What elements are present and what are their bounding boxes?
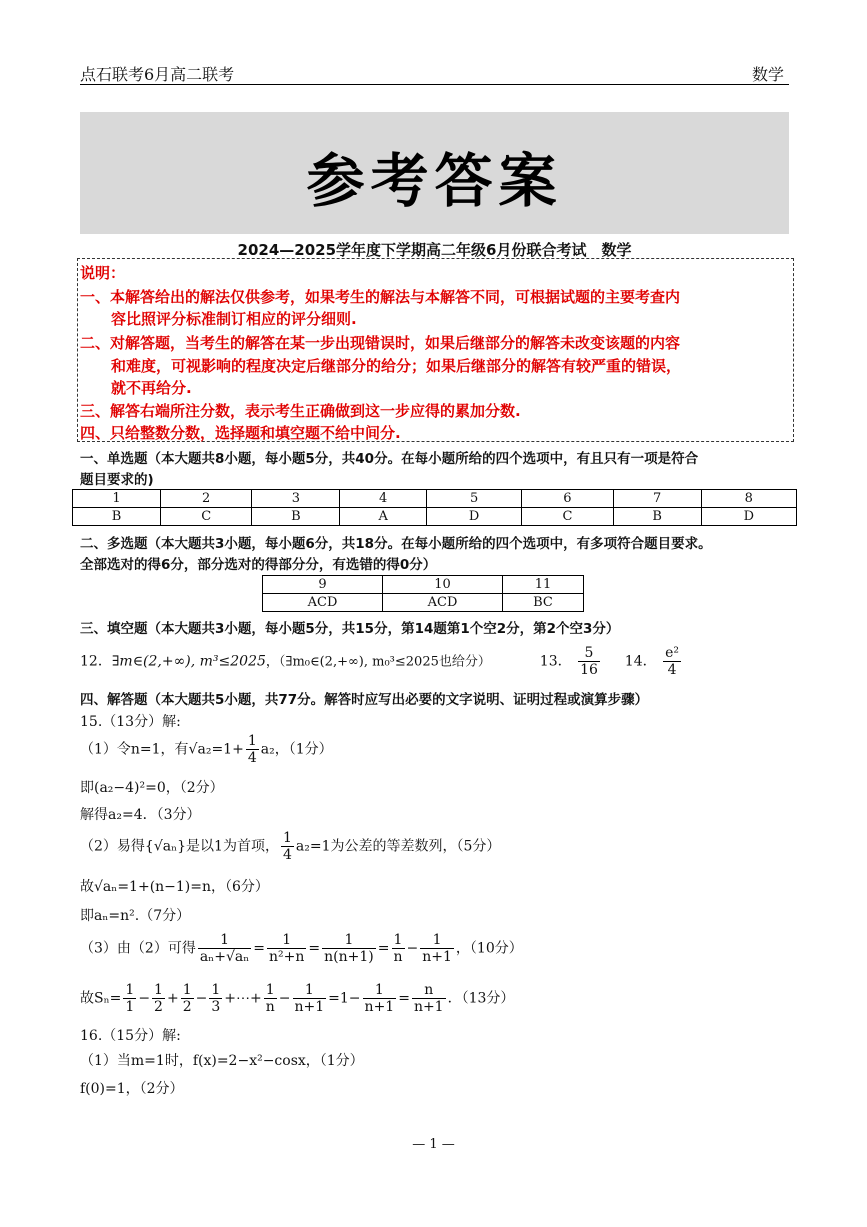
q15-step1-fraction bbox=[246, 733, 259, 766]
q14-denominator: 4 bbox=[667, 662, 677, 679]
q12-note: ，（∃m₀∈(2,+∞), m₀³≤2025也给分） bbox=[265, 654, 491, 670]
fraction-numerator: 1 bbox=[247, 733, 257, 749]
q15-step7 bbox=[80, 932, 523, 965]
q13-numerator: 5 bbox=[578, 645, 600, 662]
fraction-numerator: 1 bbox=[267, 932, 306, 949]
answer-cell: D bbox=[426, 508, 521, 526]
question-number: 7 bbox=[613, 490, 701, 508]
equals-sign: = bbox=[253, 940, 266, 957]
fraction-denominator: n bbox=[393, 949, 403, 966]
table-row bbox=[263, 594, 584, 612]
answer-cell: A bbox=[340, 508, 427, 526]
q16-step2: f(0)=1，（2分） bbox=[80, 1081, 184, 1097]
fraction-numerator: 1 bbox=[322, 932, 376, 949]
answer-cell: BC bbox=[503, 594, 584, 612]
q14-label: 14． bbox=[624, 653, 657, 670]
q15-step3: 解得a₂=4．（3分） bbox=[80, 807, 201, 823]
q15-step4 bbox=[80, 830, 500, 863]
section1-heading-cont: 题目要求的) bbox=[80, 472, 154, 488]
fraction-denominator: n(n+1) bbox=[324, 949, 374, 966]
q15-step2: 即(a₂−4)²=0，（2分） bbox=[80, 780, 224, 796]
q15-step8: 故Sₙ= $\frac{1}{1}$ − $\frac{1}{2}$ + $\frac{1}{2}$ − $\frac{1}{3}$ +⋯+ $\frac{1}{n}$ − $\frac{1}{n+1}$ =1− $\frac{1}{n+1}$ = $\frac{n}{n+1}$ ．（13分） bbox=[80, 982, 515, 1016]
header-left: 点石联考6月高二联考 bbox=[80, 65, 235, 84]
question-number: 6 bbox=[522, 490, 613, 508]
answer-cell: C bbox=[522, 508, 613, 526]
q15-step6: 即aₙ=n².（7分） bbox=[80, 908, 191, 924]
question-number: 11 bbox=[503, 576, 584, 594]
fraction-numerator: 1 bbox=[198, 932, 251, 949]
section3-heading: 三、填空题（本大题共3小题，每小题5分，共15分，第14题第1个空2分，第2个空3分） bbox=[80, 621, 620, 637]
note-line: 就不再给分. bbox=[111, 379, 192, 397]
section4-heading: 四、解答题（本大题共5小题，共77分。解答时应写出必要的文字说明、证明过程或演算步骤） bbox=[80, 692, 649, 708]
fraction-numerator: 1 bbox=[392, 932, 405, 949]
question-number: 2 bbox=[161, 490, 252, 508]
q15-step1-tail: a₂，（1分） bbox=[260, 741, 333, 758]
q15-step8-tail: ．（13分） bbox=[447, 990, 515, 1007]
question-number: 3 bbox=[252, 490, 340, 508]
q14-fraction bbox=[663, 645, 681, 678]
answer-cell: B bbox=[73, 508, 161, 526]
header-right: 数学 bbox=[752, 65, 785, 84]
q15-step4-fraction bbox=[281, 830, 294, 863]
answer-cell: ACD bbox=[383, 594, 503, 612]
q15-step1 bbox=[80, 733, 333, 766]
q15-title: 15.（13分）解: bbox=[80, 714, 181, 730]
minus-sign: − bbox=[406, 940, 419, 957]
q13-label: 13． bbox=[539, 653, 572, 670]
section2-heading: 二、多选题（本大题共3小题，每小题6分，共18分。在每小题所给的四个选项中，有多项符合题目要求。 bbox=[80, 536, 712, 552]
header-rule bbox=[80, 84, 789, 85]
note-line: 和难度，可视影响的程度决定后继部分的给分；如果后继部分的解答有较严重的错误， bbox=[111, 357, 682, 375]
q16-title: 16.（15分）解: bbox=[80, 1028, 181, 1044]
table-row bbox=[263, 576, 584, 594]
question-number: 10 bbox=[383, 576, 503, 594]
answer-cell: D bbox=[701, 508, 796, 526]
multi-choice-table bbox=[262, 575, 584, 612]
fraction-denominator: 4 bbox=[282, 847, 292, 864]
fraction bbox=[392, 932, 405, 965]
question-number: 1 bbox=[73, 490, 161, 508]
answer-cell: ACD bbox=[263, 594, 383, 612]
answer-cell: C bbox=[161, 508, 252, 526]
q15-step1-text: （1）令n=1，有√a₂=1+ bbox=[80, 741, 244, 758]
note-line: 一、本解答给出的解法仅供参考，如果考生的解法与本解答不同，可根据试题的主要考查内 bbox=[80, 288, 681, 306]
note-line: 容比照评分标准制订相应的评分细则. bbox=[111, 310, 357, 328]
fraction bbox=[267, 932, 306, 965]
fraction bbox=[420, 932, 454, 965]
note-line: 四、只给整数分数，选择题和填空题不给中间分. bbox=[80, 424, 401, 442]
note-line: 说明： bbox=[80, 264, 126, 282]
equals-sign: = bbox=[377, 940, 390, 957]
question-number: 8 bbox=[701, 490, 796, 508]
q15-step7-text: （3）由（2）可得 bbox=[80, 940, 196, 957]
fraction-denominator: aₙ+√aₙ bbox=[199, 949, 250, 966]
answer-cell: B bbox=[613, 508, 701, 526]
q15-step4-tail: a₂=1为公差的等差数列，（5分） bbox=[295, 838, 501, 855]
question-number: 4 bbox=[340, 490, 427, 508]
fraction-numerator: 1 bbox=[420, 932, 454, 949]
fraction-numerator: 1 bbox=[282, 830, 292, 846]
note-line: 三、解答右端所注分数，表示考生正确做到这一步应得的累加分数. bbox=[80, 402, 521, 420]
fraction bbox=[322, 932, 376, 965]
single-choice-table bbox=[72, 489, 797, 526]
q12-label: 12． bbox=[80, 653, 112, 670]
exam-title: 2024—2025学年度下学期高二年级6月份联合考试 数学 bbox=[237, 241, 632, 259]
q15-step8-text: 故Sₙ= bbox=[80, 990, 122, 1007]
fill-answers-line bbox=[80, 645, 683, 678]
q13-denominator: 16 bbox=[580, 662, 598, 679]
q14-numerator: e² bbox=[665, 645, 679, 661]
question-number: 9 bbox=[263, 576, 383, 594]
page-number: — 1 — bbox=[412, 1137, 455, 1152]
title-banner bbox=[80, 112, 789, 234]
section1-heading: 一、单选题（本大题共8小题，每小题5分，共40分。在每小题所给的四个选项中，有且只有一项是符合 bbox=[80, 451, 699, 467]
q13-fraction bbox=[578, 645, 600, 678]
banner-title: 参考答案 bbox=[306, 147, 563, 215]
q12-expr: ∃m∈(2,+∞), m³≤2025 bbox=[111, 653, 266, 670]
question-number: 5 bbox=[426, 490, 521, 508]
equals-sign: = bbox=[308, 940, 321, 957]
section2-heading-cont: 全部选对的得6分，部分选对的得部分分，有选错的得0分） bbox=[80, 557, 437, 573]
q16-step1: （1）当m=1时，f(x)=2−x²−cosx，（1分） bbox=[80, 1053, 364, 1069]
fraction-denominator: 4 bbox=[247, 750, 257, 767]
answer-cell: B bbox=[252, 508, 340, 526]
fraction bbox=[198, 932, 251, 965]
fraction-denominator: n+1 bbox=[422, 949, 452, 966]
note-line: 二、对解答题，当考生的解答在某一步出现错误时，如果后继部分的解答未改变该题的内容 bbox=[80, 334, 681, 352]
q15-step5: 故√aₙ=1+(n−1)=n，（6分） bbox=[80, 879, 269, 895]
fraction-denominator: n²+n bbox=[269, 949, 305, 966]
q15-step7-tail: ，（10分） bbox=[455, 940, 523, 957]
table-row bbox=[73, 508, 797, 526]
table-row bbox=[73, 490, 797, 508]
q15-step4-text: （2）易得{√aₙ}是以1为首项， bbox=[80, 838, 279, 855]
